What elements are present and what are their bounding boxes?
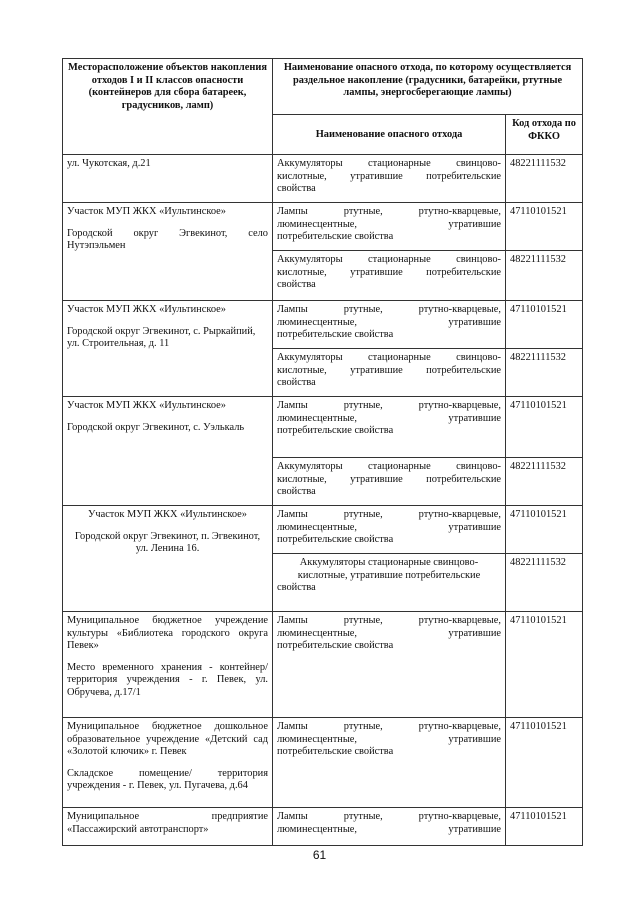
subheader-code: Код отхода по ФККО	[506, 115, 583, 155]
waste-name-cell: Лампы ртутные, ртутно-кварцевые, люминесцентные, утратившие потребительские свойства	[273, 612, 506, 718]
waste-name-cell: Лампы ртутные, ртутно-кварцевые, люминесцентные, утратившие потребительские свойства	[273, 718, 506, 808]
waste-code-cell: 47110101521	[506, 718, 583, 808]
waste-name-cell: Аккумуляторы стационарные свинцово- кислотные, утратившие потребительские свойства	[273, 554, 506, 612]
subheader-waste-name: Наименование опасного отхода	[273, 115, 506, 155]
table-row	[63, 718, 583, 808]
table-row	[63, 612, 583, 718]
waste-code-cell: 47110101521	[506, 808, 583, 846]
waste-code-cell: 48221111532	[506, 155, 583, 203]
location-cell: Муниципальное бюджетное учреждение культуры «Библиотека городского округа Певек» Место временного хранения - контейнер/ территория учреждения - г. Певек, ул. Обручева, д.17/1	[63, 612, 273, 718]
waste-name-cell: Лампы ртутные, ртутно-кварцевые, люминесцентные, утратившие	[273, 808, 506, 846]
waste-code-cell: 48221111532	[506, 458, 583, 506]
table-row	[63, 397, 583, 458]
table-row	[63, 808, 583, 846]
waste-code-cell: 47110101521	[506, 506, 583, 554]
waste-table	[62, 58, 583, 846]
waste-code-cell: 48221111532	[506, 251, 583, 301]
page-number: 61	[312, 848, 327, 862]
waste-name-cell: Лампы ртутные, ртутно-кварцевые, люминесцентные, утратившие потребительские свойства	[273, 203, 506, 251]
waste-code-cell: 47110101521	[506, 301, 583, 349]
waste-code-cell: 47110101521	[506, 397, 583, 458]
waste-name-cell: Лампы ртутные, ртутно-кварцевые, люминесцентные, утратившие потребительские свойства	[273, 397, 506, 458]
table-header-row	[63, 59, 583, 115]
location-cell: Участок МУП ЖКХ «Иультинское» Городской округ Эгвекинот, п. Эгвекинот, ул. Ленина 16.	[63, 506, 273, 612]
waste-name-cell: Аккумуляторы стационарные свинцово- кислотные, утратившие потребительские свойства	[273, 349, 506, 397]
header-location: Месторасположение объектов накопления отходов I и II классов опасности (контейнеров для сбора батареек, градусников, ламп)	[63, 59, 273, 155]
location-cell: Участок МУП ЖКХ «Иультинское» Городской округ Эгвекинот, село Нутэпэльмен	[63, 203, 273, 301]
location-cell: Муниципальное бюджетное дошкольное образовательное учреждение «Детский сад «Золотой ключик» г. Певек Складское помещение/ территория учреждения - г. Певек, ул. Пугачева, д.64	[63, 718, 273, 808]
waste-code-cell: 47110101521	[506, 203, 583, 251]
table-row	[63, 301, 583, 349]
location-cell: ул. Чукотская, д.21	[63, 155, 273, 203]
waste-name-cell: Аккумуляторы стационарные свинцово- кислотные, утратившие потребительские свойства	[273, 251, 506, 301]
table-row	[63, 506, 583, 554]
location-cell: Участок МУП ЖКХ «Иультинское» Городской округ Эгвекинот, с. Рыркайпий, ул. Строительная, д. 11	[63, 301, 273, 397]
table-row	[63, 155, 583, 203]
location-cell: Участок МУП ЖКХ «Иультинское» Городской округ Эгвекинот, с. Уэлькаль	[63, 397, 273, 506]
waste-name-cell: Аккумуляторы стационарные свинцово- кислотные, утратившие потребительские свойства	[273, 458, 506, 506]
waste-name-cell: Аккумуляторы стационарные свинцово- кислотные, утратившие потребительские свойства	[273, 155, 506, 203]
waste-name-cell: Лампы ртутные, ртутно-кварцевые, люминесцентные, утратившие потребительские свойства	[273, 506, 506, 554]
table-row	[63, 203, 583, 251]
waste-code-cell: 47110101521	[506, 612, 583, 718]
waste-code-cell: 48221111532	[506, 349, 583, 397]
waste-code-cell: 48221111532	[506, 554, 583, 612]
header-waste-name: Наименование опасного отхода, по которому осуществляется раздельное накопление (градусники, батарейки, ртутные лампы, энергосберегающие лампы)	[273, 59, 583, 115]
location-cell: Муниципальное предприятие «Пассажирский автотранспорт»	[63, 808, 273, 846]
waste-name-cell: Лампы ртутные, ртутно-кварцевые, люминесцентные, утратившие потребительские свойства	[273, 301, 506, 349]
